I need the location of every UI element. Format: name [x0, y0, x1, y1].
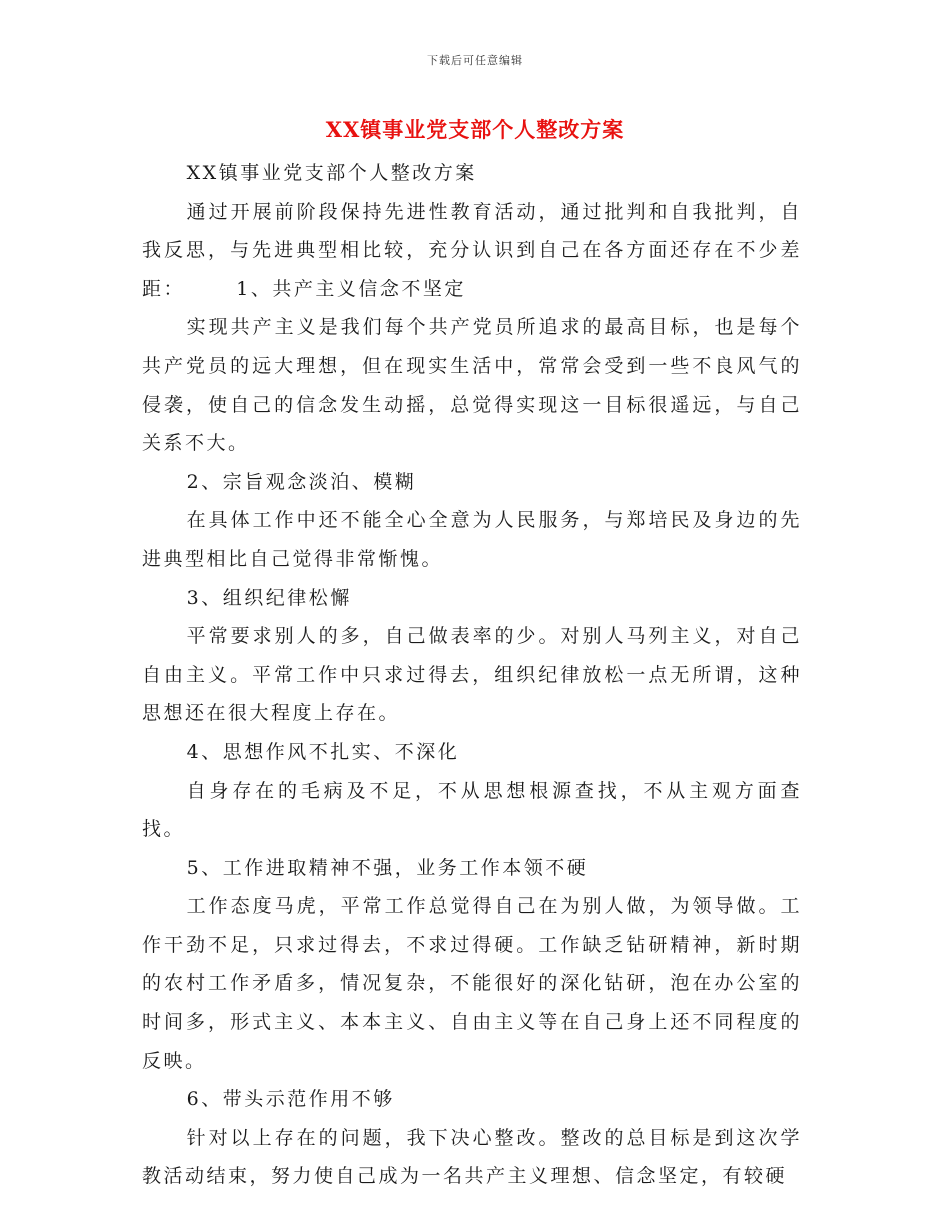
section-heading-6: 6、带头示范作用不够 [186, 1088, 395, 1111]
paragraph-body: 工作态度马虎，平常工作总觉得自己在为别人做，为领导做。工作干劲不足，只求过得去，不求过得硬。工作缺乏钻研精神，新时期的农村工作矛盾多，情况复杂，不能很好的深化钻研，泡在办公室的时间多，形式主义、本本主义、自由主义等在自己身上还不同程度的反映。 [142, 895, 802, 1072]
section-heading-2: 2、宗旨观念淡泊、模糊 [186, 470, 417, 493]
paragraph-body: 在具体工作中还不能全心全意为人民服务，与郑培民及身边的先进典型相比自己觉得非常惭愧。 [142, 509, 802, 570]
paragraph-body: 实现共产主义是我们每个共产党员所追求的最高目标，也是每个共产党员的远大理想，但在现实生活中，常常会受到一些不良风气的侵袭，使自己的信念发生动摇，总觉得实现这一目标很遥远，与自己关系不大。 [142, 316, 802, 455]
paragraph-body: 平常要求别人的多，自己做表率的少。对别人马列主义，对自己自由主义。平常工作中只求过得去，组织纪律放松一点无所谓，这种思想还在很大程度上存在。 [142, 625, 802, 725]
header-note: 下载后可任意编辑 [427, 54, 523, 67]
paragraph-intro [142, 193, 802, 309]
paragraph-intro-text: 通过开展前阶段保持先进性教育活动，通过批判和自我批判，自我反思，与先进典型相比较，充分认识到自己在各方面还存在不少差距： [142, 200, 802, 300]
section-heading-3: 3、组织纪律松懈 [186, 586, 352, 609]
paragraph-body: 自身存在的毛病及不足，不从思想根源查找，不从主观方面查找。 [142, 779, 802, 841]
section-heading-4: 4、思想作风不扎实、不深化 [186, 740, 460, 763]
document-title: XX镇事业党支部个人整改方案 [325, 117, 625, 142]
section-heading-1: 1、共产主义信念不坚定 [236, 277, 466, 300]
paragraph-subtitle: XX镇事业党支部个人整改方案 [186, 162, 477, 184]
section-heading-5: 5、工作进取精神不强，业务工作本领不硬 [186, 856, 589, 879]
paragraph-body: 针对以上存在的问题，我下决心整改。整改的总目标是到这次学教活动结束，努力使自己成为一名共产主义理想、信念坚定，有较硬 [142, 1126, 802, 1188]
document-body [142, 154, 802, 1196]
